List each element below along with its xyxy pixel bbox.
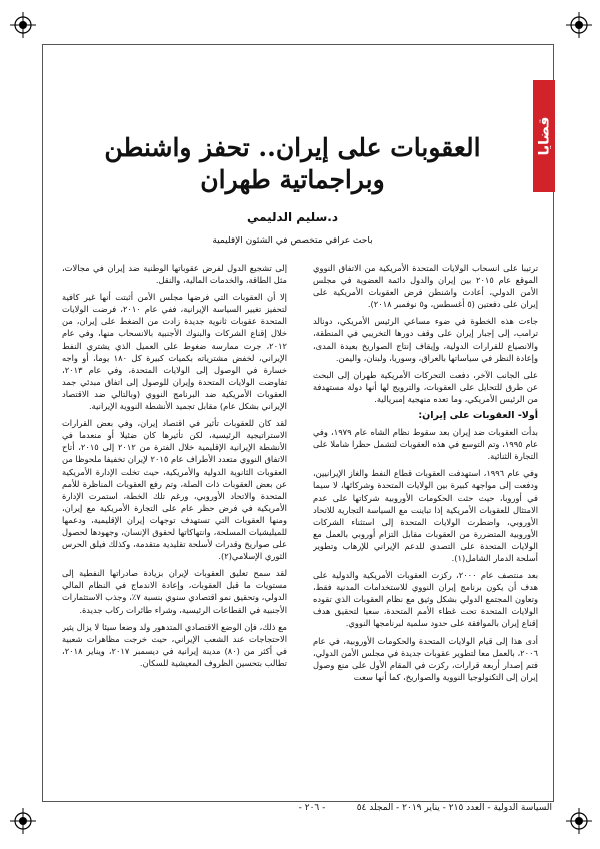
- paragraph: على الجانب الآخر، دفعت التحركات الأمريكية طهران إلى البحث عن طرق للتحايل على العقوبات، والترويج لها أنها دولة مستهدفة من الرئيس الأمريكي، وما تعده منهجية إمبريالية.: [313, 369, 538, 404]
- registration-mark-top-left: [10, 12, 36, 38]
- author-affiliation: باحث عراقي متخصص في الشئون الإقليمية: [212, 236, 373, 246]
- paragraph: إلا أن العقوبات التي فرضها مجلس الأمن أثبتت أنها غير كافية لتحفيز تغيير السياسة الإيرانية، ففي عام ٢٠١٠، فرضت الولايات المتحدة عقوبات ثانوية جديدة زادت من الضغط على إيران، من خلال إقناع الشركات والبنوك الأجنبية بالانسحاب منها، وفي عام ٢٠١٢، جرت ممارسة ضغوط على العميل الذي يشتري النفط الإيراني، لخفض مشترياته بكميات كبيرة كل ١٨٠ يوما، أو واجه خسارة في الوصول إلى الولايات المتحدة، وفي عام ٢٠١٣، تفاوضت الولايات المتحدة وإيران للوصول إلى اتفاق مبدئي جمد العقوبات الأمريكية ضد البرنامج النووي (وبالتالي ضد الاقتصاد الإيراني بشكل عام) مقابل تجميد الأنشطة النووية الإيرانية.: [62, 292, 287, 412]
- body-column-right: [313, 262, 538, 787]
- paragraph: بدأت العقوبات ضد إيران بعد سقوط نظام الشاه عام ١٩٧٩، وفي عام ١٩٩٥، وتم التوسع في هذه العقوبات لتشمل حظرا شاملا على التجارة الثنائية.: [313, 427, 538, 462]
- registration-mark-bottom-left: [10, 808, 36, 834]
- registration-mark-bottom-right: [566, 808, 592, 834]
- page-footer: [62, 803, 552, 817]
- paragraph: إلى تشجيع الدول لفرض عقوباتها الوطنية ضد إيران في مجالات، مثل الطاقة، والخدمات المالية، والنقل.: [62, 263, 287, 286]
- article-header: [65, 132, 520, 246]
- section-tab: [533, 80, 555, 192]
- page-number: - ٢٠٦ -: [298, 803, 326, 813]
- article-title: العقوبات على إيران.. تحفز واشنطن وبراجماتية طهران: [104, 133, 481, 194]
- publication-info: السياسة الدولية - العدد ٢١٥ - يناير ٢٠١٩ - المجلد ٥٤: [356, 803, 552, 813]
- paragraph: لقد سمح تعليق العقوبات لإيران بزيادة صادراتها النفطية إلى مستويات ما قبل العقوبات، وإعادة الاندماج في النظام المالي الدولي، وتحقيق نمو اقتصادي سنوي بنسبة ٧٪، وجذب الاستثمارات الأجنبية في القطاعات الرئيسية، وشراء طائرات ركاب جديدة.: [62, 568, 287, 615]
- body-column-left: [62, 262, 287, 787]
- paragraph: مع ذلك، فإن الوضع الاقتصادي المتدهور ولد وضعا سيئا لا يزال يثير الاحتجاجات عند الشعب الإيراني، حيث خرجت مظاهرات شعبية في أكثر من (٨٠) مدينة إيرانية في ديسمبر ٢٠١٧، ويناير ٢٠١٨، تطالب بتحسين الظروف المعيشية للسكان.: [62, 621, 287, 668]
- paragraph: وفي عام ١٩٩٦، استهدفت العقوبات قطاع النفط والغاز الإيرانيين، ودفعت إلى مواجهة كبيرة بين الولايات المتحدة وشركائها، لا سيما في أوروبا، حيث حثت الحكومات الأوروبية شركاتها على عدم الامتثال للعقوبات الأمريكية إذا تباينت مع السياسة التجارية للاتحاد الأوروبي، واضطرت الولايات المتحدة إلى استثناء الشركات الأوروبية المتضررة من العقوبات مقابل التزام أوروبي بالعمل مع الولايات المتحدة على التصدي للدعم الإيراني للإرهاب وتطوير أسلحة الدمار الشامل(١).: [313, 468, 538, 563]
- paragraph: لقد كان للعقوبات تأثير في اقتصاد إيران، وفي بعض القرارات الاستراتيجية الرئيسية، لكن تأثيرها كان ضئيلا أو منعدما في الأنشطة الإيرانية الإقليمية خلال الفترة من ٢٠١٢ إلى ٢٠١٥، أتاح الاتفاق النووي متعدد الأطراف عام ٢٠١٥ لإيران تخفيفا ملحوظا من العقوبات الثانوية الدولية والأمريكية، حيث تخلت الإدارة الأمريكية عن بعض العقوبات ذات الصلة، وتم رفع العقوبات المناظرة للأمم المتحدة والاتحاد الأوروبي، ورغم تلك الخطة، استمرت الإدارة الأمريكية في فرض حظر عام على التجارة الأمريكية مع إيران، ومنها العقوبات التي تستهدف توجهات إيران الإقليمية، ودعمها للميليشيات المسلحة، وانتهاكاتها لحقوق الإنسان، وجهودها لحصول على صواريخ وقدرات لأسلحة تقليدية متقدمة، وكذلك فيلق الحرس الثوري الإسلامي(٢).: [62, 418, 287, 562]
- section-heading: أولا- العقوبات على إيران:: [418, 410, 538, 422]
- paragraph: جاءت هذه الخطوة في ضوء مساعي الرئيس الأمريكي، دونالد ترامب، إلى إجبار إيران على وقف دورها التخريبي في المنطقة، والانصياع للقرارات الدولية، وإيقاف إنتاج الصواريخ بعيدة المدى، وإعادة النظر في سياساتها بالعراق، وسوريا، ولبنان، واليمن.: [313, 316, 538, 363]
- paragraph: بعد منتصف عام ٢٠٠٠، ركزت العقوبات الأمريكية والدولية على هدف أن يكون برنامج إيران النووي للاستخدامات المدنية فقط، وتعاون المجتمع الدولي بشكل وثيق مع نظام العقوبات الذي تقوده الولايات المتحدة تحت غطاء الأمم المتحدة، سعيا لتحقيق هدف إقناع إيران بالموافقة على حدود سلمية لبرنامجها النووي.: [313, 570, 538, 629]
- paragraph: أدى هذا إلى قيام الولايات المتحدة والحكومات الأوروبية، في عام ٢٠٠٦، بالعمل معا لتطوير عقوبات جديدة في مجلس الأمن الدولي، فتم إصدار أربعة قرارات، ركزت في المقام الأول على منع وصول إيران إلى التكنولوجيا النووية والصواريخ، كما أنها سعت: [313, 635, 538, 682]
- paragraph: ترتيبا على انسحاب الولايات المتحدة الأمريكية من الاتفاق النووي الموقع عام ٢٠١٥ بين إيران والدول دائمة العضوية في مجلس الأمن الدولي، أعادت واشنطن فرض العقوبات الأمريكية على إيران على دفعتين (٥ أغسطس، و٥ نوفمبر ٢٠١٨).: [313, 263, 538, 310]
- author-name: د.سليم الدليمي: [246, 210, 339, 224]
- registration-mark-top-right: [566, 12, 592, 38]
- section-tab-label: قضايا: [536, 116, 553, 156]
